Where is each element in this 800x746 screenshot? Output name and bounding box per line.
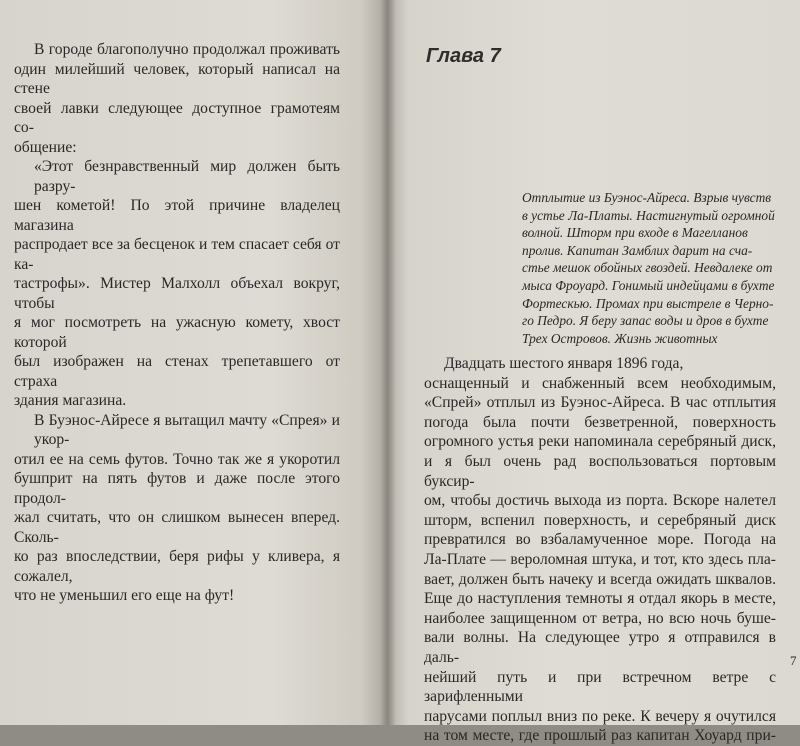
text-line: оснащенный и снабженный всем необходимым,: [424, 374, 776, 392]
text-line: В Буэнос-Айресе я вытащил мачту «Спрея» и укор-: [34, 411, 340, 448]
epigraph-line: в устье Ла-Платы. Настигнутый огромной: [522, 207, 775, 223]
text-line: бушприт на пять футов и даже после этого продол-: [14, 470, 340, 507]
text-line: был изображен на стенах трепетавшего от страха: [14, 353, 340, 390]
text-line: жал считать, что он слишком вынесен вперед. Сколь-: [14, 509, 340, 546]
text-line: погода была почти безветренной, поверхность: [424, 413, 776, 431]
epigraph-line: Трех Островов. Жизнь животных: [522, 330, 718, 346]
text-line: общение:: [14, 138, 77, 156]
right-page-text: [424, 354, 776, 746]
text-line: своей лавки следующее доступное грамотеям со-: [14, 99, 340, 136]
text-line: шторм, вспенил поверхность, и серебряный диск: [424, 511, 776, 529]
text-line: ко раз впоследствии, беря рифы у кливера, я сожалел,: [14, 548, 340, 585]
epigraph-line: го Педро. Я беру запас воды и дров в бухте: [522, 313, 769, 329]
page-number: 7: [790, 653, 797, 668]
epigraph-line: Отплытие из Буэнос-Айреса. Взрыв чувств: [522, 190, 772, 205]
text-line: и я был очень рад воспользоваться портовым буксир-: [424, 452, 776, 490]
chapter-epigraph: [522, 189, 780, 347]
text-line: один милейший человек, который написал на стене: [14, 60, 340, 97]
epigraph-line: стье мешок обойных гвоздей. Невдалеке от: [522, 260, 773, 276]
text-line: вает, должен быть начеку и всегда ожидать шквалов.: [424, 570, 776, 588]
text-line: распродает все за бесценок и тем спасает себя от ка-: [14, 236, 340, 273]
epigraph-line: пролив. Капитан Замблих дарит на сча-: [522, 242, 753, 258]
text-line: Еще до наступления темноты я отдал якорь в месте,: [424, 590, 776, 608]
text-line: Двадцать шестого января 1896 года,: [444, 355, 684, 372]
text-line: парусами поплыл вниз по реке. К вечеру я очутился: [424, 707, 776, 725]
text-line: шен кометой! По этой причине владелец магазина: [14, 197, 340, 234]
text-line: нейший путь и при встречном ветре с зарифленными: [424, 668, 776, 706]
text-line: я мог посмотреть на ужасную комету, хвост которой: [14, 314, 340, 351]
text-line: что не уменьшил его еще на фут!: [14, 587, 235, 604]
text-line: «Спрей» отплыл из Буэнос-Айреса. В час отплытия: [424, 394, 776, 412]
book-spine: [380, 0, 396, 725]
text-line: огромного устья реки напоминала серебряный диск,: [424, 433, 776, 451]
text-line: отил ее на семь футов. Точно так же я укоротил: [14, 450, 340, 468]
text-line: наиболее защищенном от ветра, но всю ночь буше-: [424, 609, 776, 627]
text-line: превратился во взбаламученное море. Погода на: [424, 531, 776, 549]
epigraph-line: волной. Шторм при входе в Магелланов: [522, 225, 748, 241]
chapter-title: Глава 7: [426, 45, 501, 67]
text-line: В городе благополучно продолжал проживать: [34, 41, 340, 58]
text-line: здания магазина.: [14, 392, 127, 409]
text-line: тастрофы». Мистер Малхолл объехал вокруг, чтобы: [14, 275, 340, 312]
epigraph-line: Фортескью. Промах при выстреле в Черно-: [522, 295, 774, 311]
text-line: ом, чтобы достичь выхода из порта. Вскоре налетел: [424, 492, 776, 510]
text-line: вали волны. На следующее утро я отправился в даль-: [424, 629, 776, 666]
text-line: Ла-Плате — вероломная штука, и тот, кто здесь пла-: [424, 550, 776, 568]
epigraph-line: мыса Фроуард. Гонимый индейцами в бухте: [522, 277, 775, 293]
text-line: «Этот безнравственный мир должен быть разру-: [34, 158, 340, 195]
left-page-text: [14, 40, 340, 606]
text-line: на том месте, где прошлый раз капитан Хоуард при-: [424, 727, 776, 745]
